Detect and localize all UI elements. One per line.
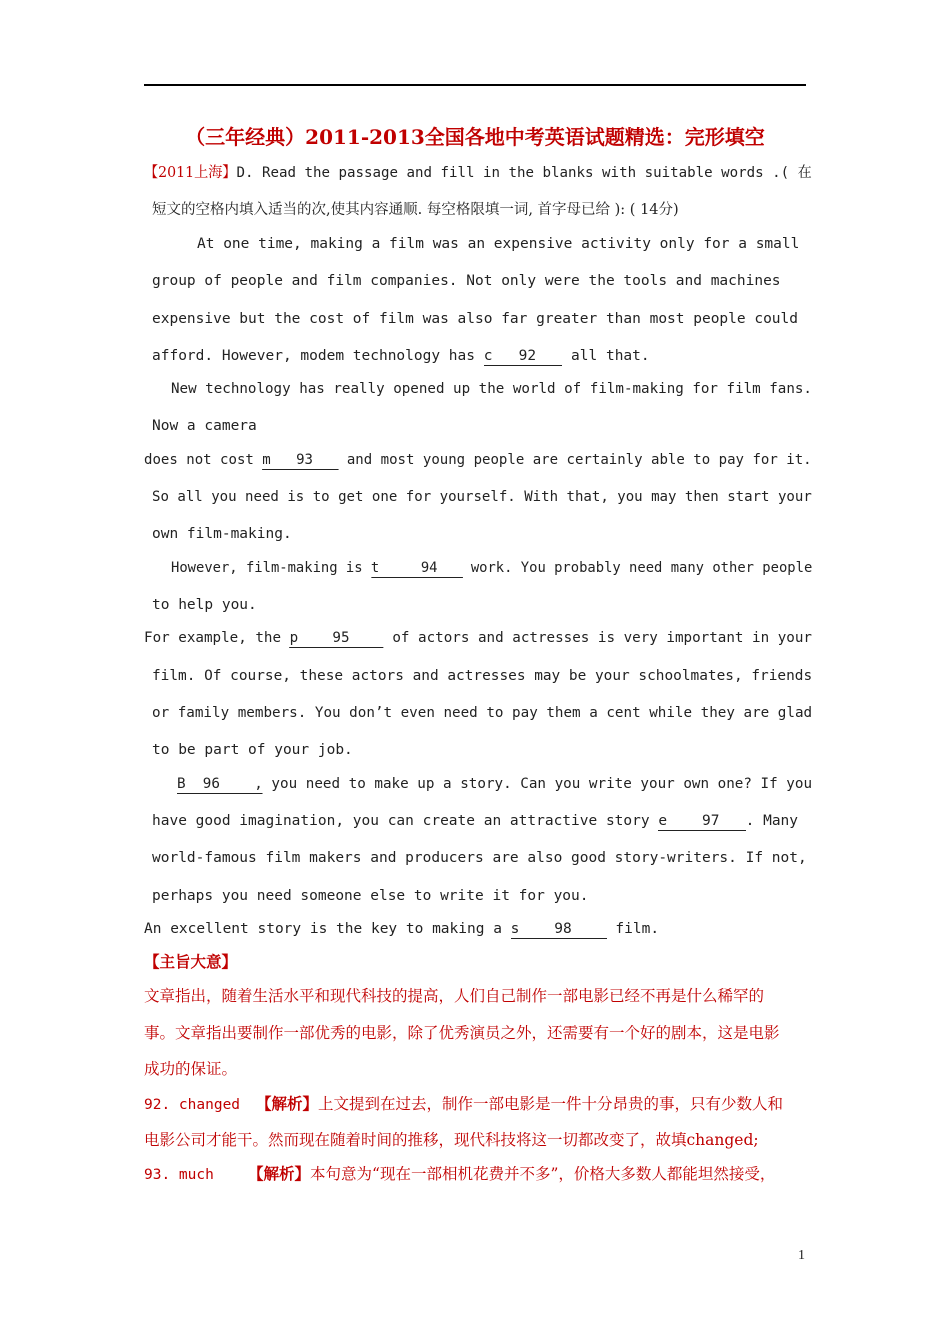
blank-92[interactable]: c 92 xyxy=(483,348,563,364)
answer-93: 93. much xyxy=(144,1167,214,1183)
page-title: （三年经典）2011-2013全国各地中考英语试题精选：完形填空 xyxy=(185,125,765,149)
answer-92-line: 92. changed 【解析】上文提到在过去，制作一部电影是一件十分昂贵的事，只有少数人和 xyxy=(144,1093,783,1116)
passage-line: does not cost m 93 and most young people are certainly able to pay for it. xyxy=(144,452,812,468)
answer-93-line: 93. much 【解析】本句意为“现在一部相机花费并不多”，价格大多数人都能坦然接受， xyxy=(144,1163,775,1186)
passage-line: So all you need is to get one for yourself. With that, you may then start your xyxy=(152,489,812,505)
passage-line: Now a camera xyxy=(152,418,257,434)
passage-line: to help you. xyxy=(152,597,257,613)
passage-line: At one time, making a film was an expensive activity only for a small xyxy=(197,236,800,252)
blank-95[interactable]: p 95 xyxy=(289,630,384,646)
summary-line: 事。文章指出要制作一部优秀的电影，除了优秀演员之外，还需要有一个好的剧本，这是电影 xyxy=(144,1024,780,1042)
passage-line: have good imagination, you can create an attractive story e 97 . Many xyxy=(152,813,799,829)
blank-96[interactable]: B 96 , xyxy=(177,776,263,792)
analysis-tag: 【解析】 xyxy=(248,1164,311,1183)
passage-line: For example, the p 95 of actors and actresses is very important in your xyxy=(144,630,812,646)
passage-line: New technology has really opened up the world of film-making for film fans. xyxy=(171,381,812,397)
source-tag: 【2011上海】 xyxy=(144,165,237,181)
passage-line: perhaps you need someone else to write it for you. xyxy=(152,888,589,904)
passage-line: expensive but the cost of film was also far greater than most people could xyxy=(152,311,799,327)
blank-93[interactable]: m 93 xyxy=(262,452,339,468)
page-number: 1 xyxy=(798,1248,805,1263)
blank-97[interactable]: e 97 xyxy=(658,813,746,829)
answer-92: 92. changed xyxy=(144,1097,241,1113)
passage-line: film. Of course, these actors and actresses may be your schoolmates, friends xyxy=(152,668,813,684)
blank-98[interactable]: s 98 xyxy=(510,921,607,937)
blank-94[interactable]: t 94 xyxy=(370,560,463,576)
passage-line: An excellent story is the key to making a s 98 film. xyxy=(144,921,660,937)
passage-line: or family members. You don’t even need to pay them a cent while they are glad xyxy=(152,705,813,721)
analysis-tag: 【解析】 xyxy=(256,1094,319,1113)
summary-line: 文章指出，随着生活水平和现代科技的提高，人们自己制作一部电影已经不再是什么稀罕的 xyxy=(144,987,765,1005)
answer-92-line-2: 电影公司才能干。然而现在随着时间的推移，现代科技将这一切都改变了，故填changed; xyxy=(144,1131,759,1149)
summary-heading: 【主旨大意】 xyxy=(144,952,238,971)
passage-line: own film-making. xyxy=(152,526,292,542)
passage-line: afford. However, modem technology has c 92 all that. xyxy=(152,348,650,364)
passage-line: world-famous film makers and producers are also good story-writers. If not, xyxy=(152,850,807,866)
passage-line: group of people and film companies. Not only were the tools and machines xyxy=(152,273,781,289)
passage-line: However, film-making is t 94 work. You probably need many other people xyxy=(171,560,813,576)
header-rule xyxy=(144,84,806,86)
passage-line: B 96 , you need to make up a story. Can you write your own one? If you xyxy=(177,776,813,792)
passage-line: to be part of your job. xyxy=(152,742,353,758)
intro-line-1: 【2011上海】D. Read the passage and fill in the blanks with suitable words .( 在 xyxy=(144,165,812,181)
intro-line-2: 短文的空格内填入适当的次,使其内容通顺. 每空格限填一词, 首字母已给 ): ( 14分) xyxy=(152,202,679,218)
summary-line: 成功的保证。 xyxy=(144,1060,238,1078)
